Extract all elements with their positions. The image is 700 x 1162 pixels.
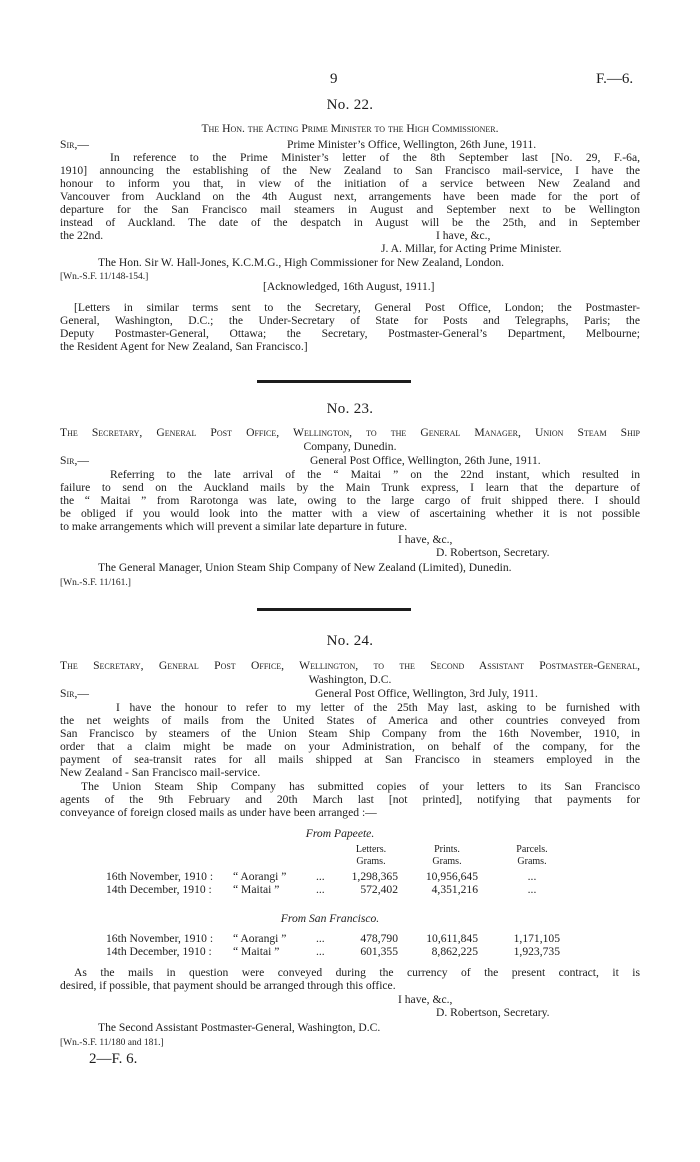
letter-23-body-line: the “ Maitai ” from Rarotonga was late, owing to the large cargo of fruit shipped there. I should bbox=[60, 494, 640, 507]
table-cell-date: 16th November, 1910 : bbox=[106, 870, 214, 883]
letter-24-body-line: I have the honour to refer to my letter of the 25th May last, asking to be furnished with bbox=[116, 701, 640, 714]
letter-24-signature: D. Robertson, Secretary. bbox=[436, 1006, 550, 1019]
letter-23-salutation: Sir,— bbox=[60, 454, 89, 467]
letter-22-note-line: the Resident Agent for New Zealand, San Francisco.] bbox=[60, 340, 308, 353]
letter-24-salutation: Sir,— bbox=[60, 687, 89, 700]
letter-24-closing: I have, &c., bbox=[398, 993, 453, 1006]
letter-24-body-line: payment of sea-transit rates for all mails shipped at San Francisco in steamers employed in the bbox=[60, 753, 640, 766]
letter-23-signature: D. Robertson, Secretary. bbox=[436, 546, 550, 559]
table-cell-letters: 478,790 bbox=[360, 932, 398, 945]
letter-23-body-line: failure to send on the Auckland mails by the Main Trunk express, I learn that the departure of bbox=[60, 481, 640, 494]
table-cell-leader: ... bbox=[316, 945, 325, 958]
letter-24-body3-line: desired, if possible, that payment should be arranged through this office. bbox=[60, 979, 396, 992]
letter-23-recipient: The General Manager, Union Steam Ship Company of New Zealand (Limited), Dunedin. bbox=[98, 561, 512, 574]
letter-23-body-line: to make arrangements which will prevent a similar late departure in future. bbox=[60, 520, 408, 533]
letter-23-closing: I have, &c., bbox=[398, 533, 453, 546]
letter-22-file-ref: [Wn.-S.F. 11/148-154.] bbox=[60, 272, 149, 282]
letter-24-body3-line: As the mails in question were conveyed during the currency of the present contract, it is bbox=[74, 966, 640, 979]
table-cell-letters: 601,355 bbox=[360, 945, 398, 958]
letter-24-body2-line: The Union Steam Ship Company has submitted copies of your letters to its San Francisco bbox=[81, 780, 640, 793]
letter-24-recipient: The Second Assistant Postmaster-General, Washington, D.C. bbox=[98, 1021, 381, 1034]
table-cell-date: 16th November, 1910 : bbox=[106, 932, 214, 945]
document-reference: F.—6. bbox=[596, 71, 634, 87]
letter-22-recipient: The Hon. Sir W. Hall-Jones, K.C.M.G., High Commissioner for New Zealand, London. bbox=[98, 256, 505, 269]
letter-23-address-line: The Secretary, General Post Office, Wellington, to the General Manager, Union Steam Ship bbox=[60, 426, 640, 439]
table-col-unit: Grams. bbox=[356, 856, 386, 867]
table-cell-letters: 1,298,365 bbox=[351, 870, 398, 883]
letter-24-body-line: order that a claim might be made on your Administration, on behalf of the company, for the bbox=[60, 740, 640, 753]
table-col-unit: Grams. bbox=[517, 856, 547, 867]
letter-24-place-date: General Post Office, Wellington, 3rd July, 1911. bbox=[315, 687, 538, 700]
letter-24-heading: No. 24. bbox=[326, 633, 374, 649]
letter-24-body2-line: agents of the 9th February and 20th March last [not printed], notifying that payments for bbox=[60, 793, 640, 806]
table-cell-leader: ... bbox=[316, 932, 325, 945]
table-section-title: From San Francisco. bbox=[280, 912, 380, 925]
letter-22-salutation: Sir,— bbox=[60, 138, 89, 151]
table-cell-date: 14th December, 1910 : bbox=[106, 945, 212, 958]
letter-24-body-line: New Zealand - San Francisco mail-service. bbox=[60, 766, 261, 779]
table-col-header-prints: Prints. bbox=[434, 844, 460, 855]
letter-22-body-line: Vancouver from Auckland on the 4th August next, arrangements have been made for the port of bbox=[60, 190, 640, 203]
letter-22-body-line: the 22nd. bbox=[60, 229, 104, 242]
letter-23-address-line: Company, Dunedin. bbox=[303, 440, 397, 453]
table-cell-prints: 4,351,216 bbox=[431, 883, 478, 896]
letter-22-body-line: 1910] announcing the establishing of the New Zealand to San Francisco mail-service, I have the bbox=[60, 164, 640, 177]
letter-23-place-date: General Post Office, Wellington, 26th June, 1911. bbox=[310, 454, 541, 467]
table-cell-ship: “ Aorangi ” bbox=[233, 932, 287, 945]
letter-22-closing: I have, &c., bbox=[436, 229, 491, 242]
table-cell-prints: 10,956,645 bbox=[425, 870, 478, 883]
letter-23-file-ref: [Wn.-S.F. 11/161.] bbox=[60, 578, 131, 588]
letter-22-heading: No. 22. bbox=[326, 97, 374, 113]
table-cell-parcels: 1,171,105 bbox=[513, 932, 560, 945]
table-cell-leader: ... bbox=[316, 883, 325, 896]
letter-22-signature: J. A. Millar, for Acting Prime Minister. bbox=[381, 242, 562, 255]
letter-22-note-line: Deputy Postmaster-General, Ottawa; the Secretary, Postmaster-General’s Department, Melbourne; bbox=[60, 327, 640, 340]
table-cell-ship: “ Aorangi ” bbox=[233, 870, 287, 883]
page-number: 9 bbox=[330, 71, 338, 87]
table-col-header-parcels: Parcels. bbox=[516, 844, 548, 855]
table-section-title: From Papeete. bbox=[305, 827, 375, 840]
table-cell-letters: 572,402 bbox=[360, 883, 398, 896]
letter-22-address: The Hon. the Acting Prime Minister to the High Commissioner. bbox=[201, 122, 499, 135]
letter-23-body-line: Referring to the late arrival of the “ Maitai ” on the 22nd instant, which resulted in bbox=[110, 468, 640, 481]
letter-22-body-line: departure for the San Francisco mail steamers in August and September next to be Wellington bbox=[60, 203, 640, 216]
printer-signature-mark: 2—F. 6. bbox=[89, 1051, 138, 1067]
letter-24-body-line: the net weights of mails from the United States of America and other countries conveyed from bbox=[60, 714, 640, 727]
table-cell-prints: 10,611,845 bbox=[426, 932, 478, 945]
section-divider bbox=[257, 380, 411, 383]
table-cell-parcels: ... bbox=[527, 883, 537, 896]
letter-24-address-line: Washington, D.C. bbox=[308, 673, 392, 686]
table-cell-ship: “ Maitai ” bbox=[233, 945, 280, 958]
table-cell-date: 14th December, 1910 : bbox=[106, 883, 212, 896]
letter-22-note-line: General, Washington, D.C.; the Under-Secretary of State for Posts and Telegraphs, Paris; the bbox=[60, 314, 640, 327]
table-cell-ship: “ Maitai ” bbox=[233, 883, 280, 896]
letter-22-acknowledged: [Acknowledged, 16th August, 1911.] bbox=[263, 280, 435, 293]
table-cell-leader: ... bbox=[316, 870, 325, 883]
letter-22-body-line: instead of Auckland. The date of the despatch in August will be the 25th, and in September bbox=[60, 216, 640, 229]
letter-24-body-line: San Francisco by steamers of the Union Steam Ship Company from the 16th November, 1910, in bbox=[60, 727, 640, 740]
letter-22-body-line: In reference to the Prime Minister’s letter of the 8th September last [No. 29, F.-6a, bbox=[110, 151, 640, 164]
table-col-unit: Grams. bbox=[432, 856, 462, 867]
table-cell-parcels: 1,923,735 bbox=[513, 945, 560, 958]
letter-23-body-line: be obliged if you would look into the matter with a view of ascertaining whether it is not possible bbox=[60, 507, 640, 520]
section-divider bbox=[257, 608, 411, 611]
letter-22-body-line: honour to inform you that, in view of the initiation of a service between New Zealand and bbox=[60, 177, 640, 190]
table-cell-prints: 8,862,225 bbox=[431, 945, 478, 958]
letter-24-address-line: The Secretary, General Post Office, Wellington, to the Second Assistant Postmaster-General, bbox=[60, 659, 640, 672]
letter-22-place-date: Prime Minister’s Office, Wellington, 26th June, 1911. bbox=[287, 138, 537, 151]
letter-24-file-ref: [Wn.-S.F. 11/180 and 181.] bbox=[60, 1038, 164, 1048]
table-cell-parcels: ... bbox=[527, 870, 537, 883]
table-col-header-letters: Letters. bbox=[355, 844, 387, 855]
letter-22-note-line: [Letters in similar terms sent to the Secretary, General Post Office, London; the Postmaster- bbox=[74, 301, 640, 314]
letter-23-heading: No. 23. bbox=[326, 401, 374, 417]
letter-24-body2-line: conveyance of foreign closed mails as under have been arranged :— bbox=[60, 806, 377, 819]
